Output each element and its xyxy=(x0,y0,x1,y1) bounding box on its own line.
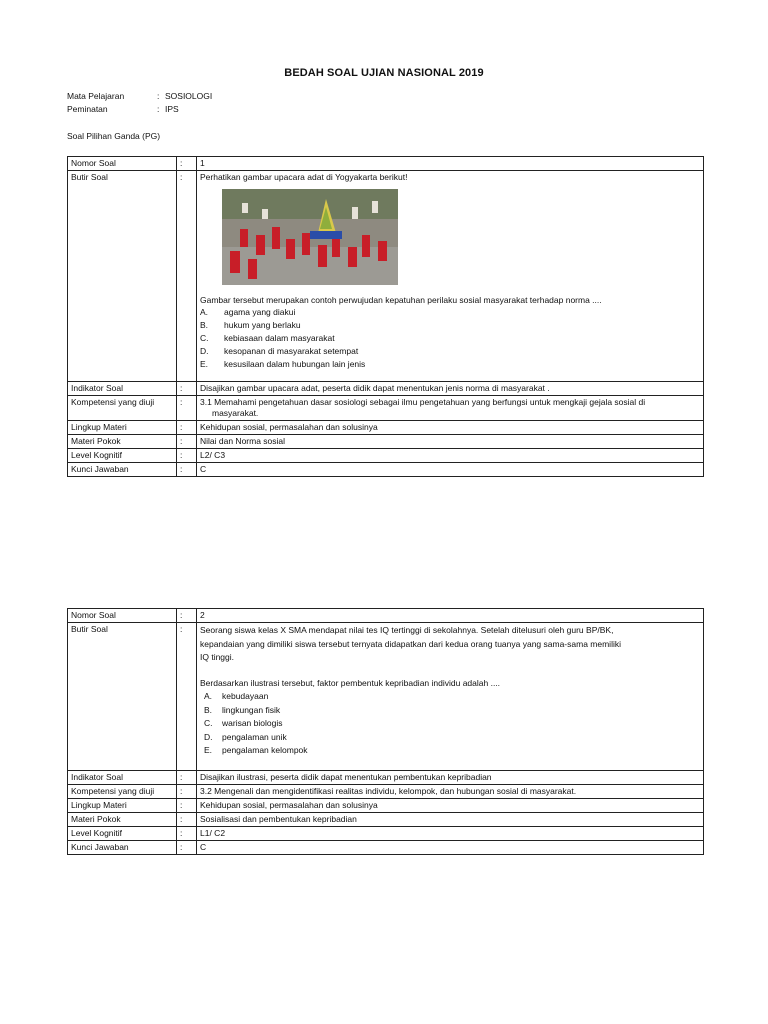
answer-key-value: C xyxy=(197,841,704,855)
answer-key-value: C xyxy=(197,463,704,477)
row-colon: : xyxy=(177,813,197,827)
question-number: 2 xyxy=(197,609,704,623)
answer-option xyxy=(200,345,700,358)
option-letter: B. xyxy=(200,320,209,330)
material-value: Nilai dan Norma sosial xyxy=(197,435,704,449)
option-text: kesopanan di masyarakat setempat xyxy=(224,346,359,356)
meta-colon: : xyxy=(157,104,160,114)
answer-option xyxy=(200,306,700,319)
option-letter: E. xyxy=(200,359,209,369)
row-label: Indikator Soal xyxy=(68,382,177,396)
option-letter: D. xyxy=(200,346,209,356)
meta-value: IPS xyxy=(165,104,179,114)
table-row xyxy=(68,771,704,785)
question-number: 1 xyxy=(197,157,704,171)
option-text: lingkungan fisik xyxy=(222,704,281,715)
option-letter: A. xyxy=(200,307,209,317)
row-label: Materi Pokok xyxy=(68,435,177,449)
level-value: L1/ C2 xyxy=(197,827,704,841)
row-colon: : xyxy=(177,396,197,421)
indicator-value: Disajikan gambar upacara adat, peserta didik dapat menentukan jenis norma di masyarakat . xyxy=(197,382,704,396)
row-colon: : xyxy=(177,799,197,813)
option-text: kebiasaan dalam masyarakat xyxy=(224,333,335,343)
meta-key: Peminatan xyxy=(67,104,108,114)
question-table-1 xyxy=(67,156,704,477)
row-label: Butir Soal xyxy=(68,623,177,771)
answer-option xyxy=(200,704,700,718)
level-value: L2/ C3 xyxy=(197,449,704,463)
option-text: agama yang diakui xyxy=(224,307,296,317)
row-colon: : xyxy=(177,449,197,463)
answer-option xyxy=(200,332,700,345)
row-label: Level Kognitif xyxy=(68,827,177,841)
row-colon: : xyxy=(177,623,197,771)
competency-line: masyarakat. xyxy=(212,408,259,418)
row-colon: : xyxy=(177,435,197,449)
table-row xyxy=(68,609,704,623)
row-colon: : xyxy=(177,841,197,855)
answer-option xyxy=(200,717,700,731)
ceremony-photo xyxy=(222,189,398,285)
option-text: hukum yang berlaku xyxy=(224,320,301,330)
row-label: Nomor Soal xyxy=(68,609,177,623)
competency-value: 3.2 Mengenali dan mengidentifikasi realitas individu, kelompok, dan hubungan sosial di masyarakat. xyxy=(197,785,704,799)
option-letter: C. xyxy=(200,333,209,343)
section-heading: Soal Pilihan Ganda (PG) xyxy=(67,131,161,141)
table-row xyxy=(68,449,704,463)
row-colon: : xyxy=(177,771,197,785)
table-row xyxy=(68,799,704,813)
table-row xyxy=(68,171,704,382)
table-row xyxy=(68,827,704,841)
row-label: Level Kognitif xyxy=(68,449,177,463)
answer-option xyxy=(200,319,700,332)
option-text: kebudayaan xyxy=(222,691,269,701)
row-label: Kompetensi yang diuji xyxy=(68,785,177,799)
table-row xyxy=(68,382,704,396)
row-label: Indikator Soal xyxy=(68,771,177,785)
option-letter: C. xyxy=(204,718,213,728)
question-text: Berdasarkan ilustrasi tersebut, faktor pembentuk kepribadian individu adalah .... xyxy=(200,677,501,688)
row-label: Kompetensi yang diuji xyxy=(68,396,177,421)
option-letter: E. xyxy=(204,745,213,755)
question-text: Gambar tersebut merupakan contoh perwujudan kepatuhan perilaku sosial masyarakat terhadap norma .... xyxy=(200,295,602,305)
table-row xyxy=(68,623,704,771)
competency-value xyxy=(197,396,704,421)
material-value: Sosialisasi dan pembentukan kepribadian xyxy=(197,813,704,827)
answer-option xyxy=(200,358,700,371)
row-label: Lingkup Materi xyxy=(68,421,177,435)
option-text: kesusilaan dalam hubungan lain jenis xyxy=(224,359,366,369)
row-label: Lingkup Materi xyxy=(68,799,177,813)
option-letter: D. xyxy=(204,731,213,742)
row-colon: : xyxy=(177,785,197,799)
document-title: BEDAH SOAL UJIAN NASIONAL 2019 xyxy=(284,67,484,79)
row-label: Butir Soal xyxy=(68,171,177,382)
scope-value: Kehidupan sosial, permasalahan dan solusinya xyxy=(197,421,704,435)
meta-row-specialization xyxy=(67,104,179,114)
answer-option xyxy=(200,731,700,745)
table-row xyxy=(68,813,704,827)
row-colon: : xyxy=(177,157,197,171)
row-colon: : xyxy=(177,171,197,382)
table-row xyxy=(68,841,704,855)
row-label: Kunci Jawaban xyxy=(68,463,177,477)
row-colon: : xyxy=(177,421,197,435)
scope-value: Kehidupan sosial, permasalahan dan solusinya xyxy=(197,799,704,813)
row-colon: : xyxy=(177,463,197,477)
indicator-value: Disajikan ilustrasi, peserta didik dapat menentukan pembentukan kepribadian xyxy=(197,771,704,785)
answer-option xyxy=(200,744,700,758)
row-colon: : xyxy=(177,827,197,841)
stem-line: IQ tinggi. xyxy=(200,652,235,662)
option-text: pengalaman kelompok xyxy=(222,745,308,755)
row-label: Kunci Jawaban xyxy=(68,841,177,855)
option-letter: A. xyxy=(204,691,213,701)
table-row xyxy=(68,435,704,449)
option-text: warisan biologis xyxy=(222,718,283,728)
table-row xyxy=(68,463,704,477)
stem-line: Seorang siswa kelas X SMA mendapat nilai tes IQ tertinggi di sekolahnya. Setelah ditelusuri oleh guru BP/BK, xyxy=(200,625,614,635)
question-table-2 xyxy=(67,608,704,855)
table-row xyxy=(68,785,704,799)
table-row xyxy=(68,421,704,435)
question-body xyxy=(197,623,704,771)
question-body xyxy=(197,171,704,382)
row-label: Nomor Soal xyxy=(68,157,177,171)
meta-key: Mata Pelajaran xyxy=(67,91,125,101)
stem-line: kepandaian yang dimiliki siswa tersebut ternyata didapatkan dari kedua orang tuanya yang sama-sama memiliki xyxy=(200,638,621,649)
row-colon: : xyxy=(177,609,197,623)
meta-value: SOSIOLOGI xyxy=(165,91,213,101)
option-text: pengalaman unik xyxy=(222,731,287,742)
meta-row-subject xyxy=(67,91,212,101)
table-row xyxy=(68,157,704,171)
row-label: Materi Pokok xyxy=(68,813,177,827)
option-letter: B. xyxy=(204,704,213,715)
competency-line: 3.1 Memahami pengetahuan dasar sosiologi sebagai ilmu pengetahuan yang berfungsi untuk mengkaji gejala sosial di xyxy=(200,397,646,407)
meta-colon: : xyxy=(157,91,160,101)
row-colon: : xyxy=(177,382,197,396)
table-row xyxy=(68,396,704,421)
answer-option xyxy=(200,690,700,704)
question-intro: Perhatikan gambar upacara adat di Yogyakarta berikut! xyxy=(200,172,408,182)
